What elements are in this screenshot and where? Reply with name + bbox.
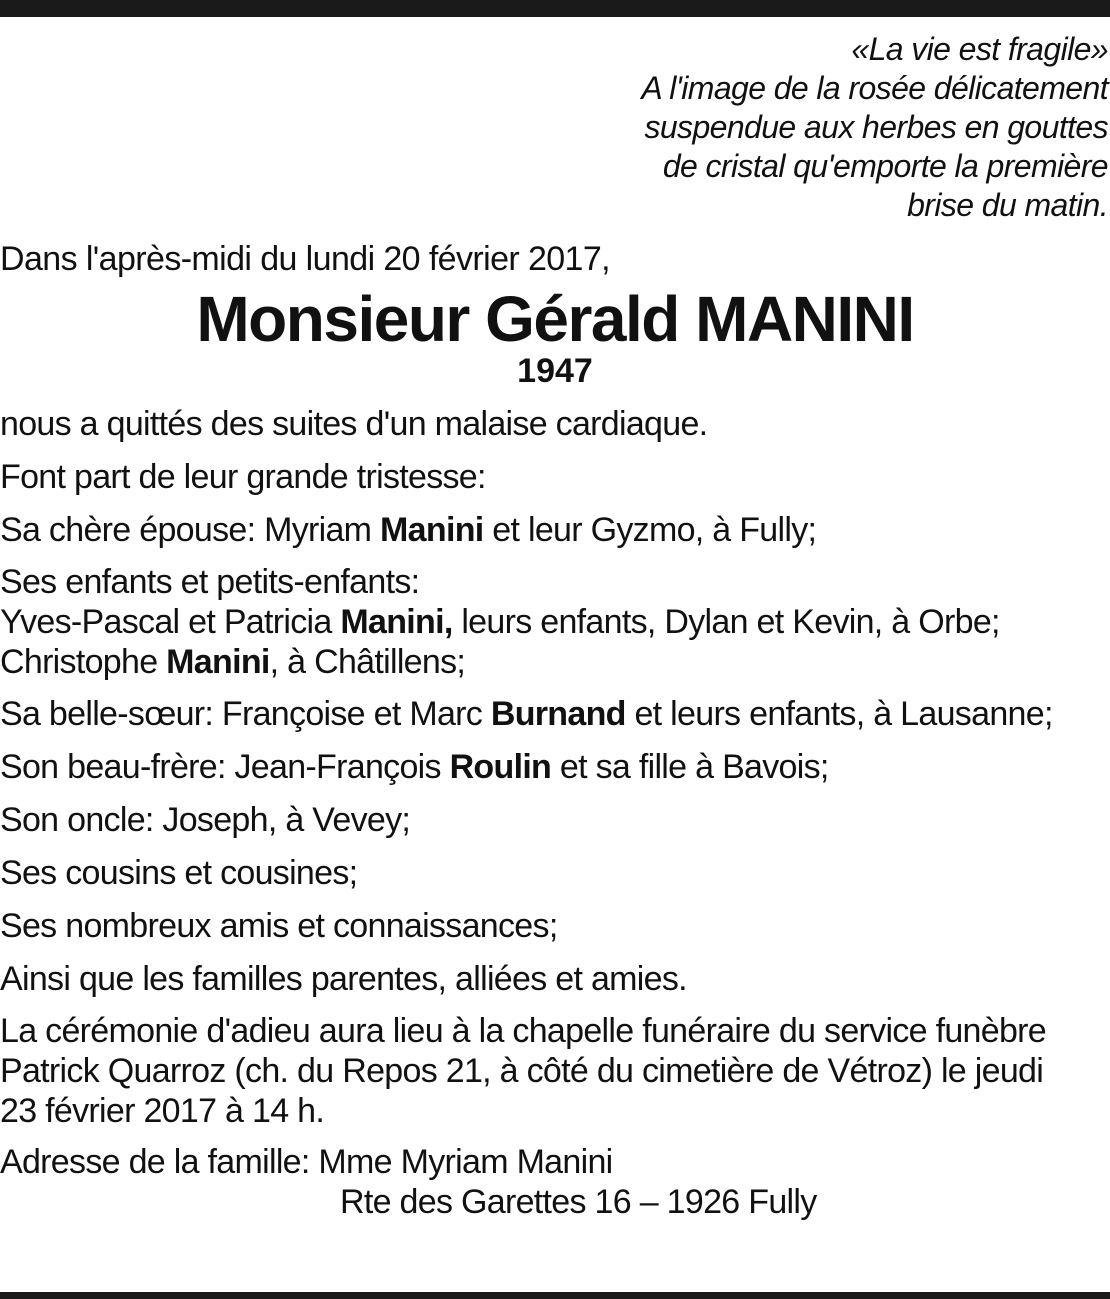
cause-line: nous a quittés des suites d'un malaise cardiaque. (0, 405, 708, 443)
sister-in-law-prefix: Sa belle-sœur: Françoise et Marc (0, 695, 491, 733)
spouse-surname: Manini (380, 511, 484, 549)
top-rule (0, 0, 1110, 17)
address-line: Rte des Garettes 16 – 1926 Fully (340, 1183, 817, 1221)
ceremony-line: La cérémonie d'adieu aura lieu à la chapelle funéraire du service funèbre (0, 1012, 1046, 1050)
spouse-prefix: Sa chère épouse: Myriam (0, 511, 381, 549)
family-address-block (0, 1142, 1110, 1222)
epigraph-quote (0, 30, 1110, 225)
quote-line: A l'image de la rosée délicatement (641, 70, 1108, 106)
ceremony-line: Patrick Quarroz (ch. du Repos 21, à côté du cimetière de Vétroz) le jeudi (0, 1052, 1044, 1090)
sister-in-law-surname: Burnand (490, 695, 626, 733)
relatives-line: Ainsi que les familles parentes, alliées et amies. (0, 960, 687, 998)
quote-line: de cristal qu'emporte la première (662, 148, 1108, 184)
obituary-notice (0, 30, 1110, 1222)
sister-in-law-suffix: et leurs enfants, à Lausanne; (625, 695, 1053, 733)
child-prefix: Yves-Pascal et Patricia (0, 603, 341, 641)
quote-line: brise du matin. (907, 187, 1108, 223)
quote-line: «La vie est fragile» (851, 31, 1108, 67)
child-line (0, 642, 1110, 682)
cousins-line: Ses cousins et cousines; (0, 854, 358, 892)
brother-in-law-surname: Roulin (449, 748, 552, 786)
quote-line: suspendue aux herbes en gouttes (644, 109, 1108, 145)
address-line: Adresse de la famille: Mme Myriam Manini (0, 1143, 613, 1181)
spouse-line (0, 509, 1110, 551)
brother-in-law-prefix: Son beau-frère: Jean-François (0, 748, 450, 786)
child-surname: Manini (166, 643, 270, 681)
sister-in-law-line (0, 693, 1110, 735)
deceased-name: Monsieur Gérald MANINI (196, 283, 914, 355)
child-suffix: leurs enfants, Dylan et Kevin, à Orbe; (452, 603, 1000, 641)
spouse-suffix: et leur Gyzmo, à Fully; (483, 511, 817, 549)
announce-line: Font part de leur grande tristesse: (0, 458, 486, 496)
birth-year: 1947 (517, 352, 593, 390)
children-heading: Ses enfants et petits-enfants: (0, 563, 420, 601)
children-block (0, 562, 1110, 682)
brother-in-law-line (0, 746, 1110, 788)
intro-date-line: Dans l'après-midi du lundi 20 février 2017, (0, 240, 611, 278)
uncle-line: Son oncle: Joseph, à Vevey; (0, 801, 411, 839)
ceremony-block (0, 1011, 1110, 1131)
child-line (0, 602, 1110, 642)
notice-body (0, 403, 1110, 1222)
ceremony-line: 23 février 2017 à 14 h. (0, 1092, 325, 1130)
bottom-rule (0, 1292, 1110, 1299)
brother-in-law-suffix: et sa fille à Bavois; (551, 748, 829, 786)
child-surname: Manini, (340, 603, 453, 641)
friends-line: Ses nombreux amis et connaissances; (0, 907, 558, 945)
child-suffix: , à Châtillens; (269, 643, 466, 681)
child-prefix: Christophe (0, 643, 167, 681)
